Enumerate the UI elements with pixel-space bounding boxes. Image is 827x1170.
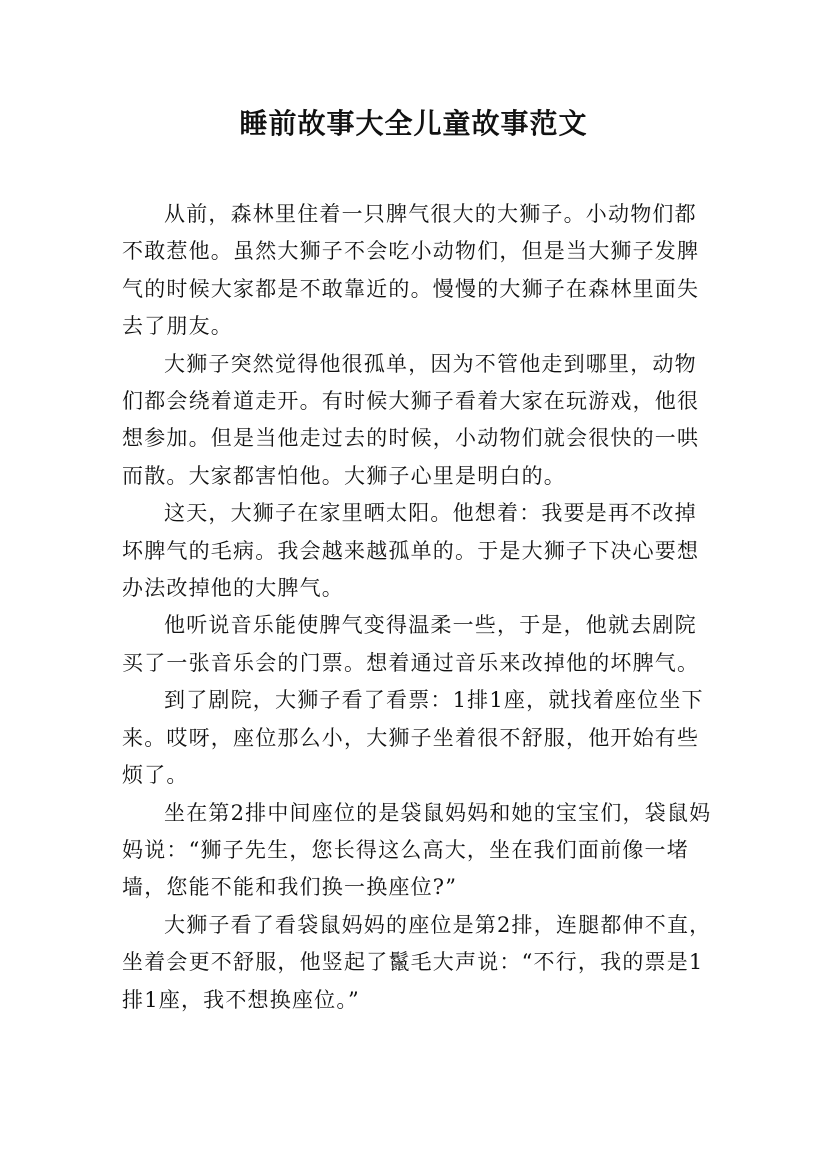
- document-title: 睡前故事大全儿童故事范文: [239, 107, 588, 140]
- paragraph: 他听说音乐能使脾气变得温柔一些，于是，他就去剧院买了一张音乐会的门票。想着通过音乐来改掉他的坏脾气。: [122, 613, 700, 675]
- paragraph: 这天，大狮子在家里晒太阳。他想着：我要是再不改掉坏脾气的毛病。我会越来越孤单的。于是大狮子下决心要想办法改掉他的大脾气。: [122, 501, 700, 601]
- paragraph: 大狮子看了看袋鼠妈妈的座位是第2排，连腿都伸不直，坐着会更不舒服，他竖起了鬣毛大声说：“不行，我的票是1排1座，我不想换座位。”: [122, 912, 712, 1012]
- paragraph: 从前，森林里住着一只脾气很大的大狮子。小动物们都不敢惹他。虽然大狮子不会吃小动物们，但是当大狮子发脾气的时候大家都是不敢靠近的。慢慢的大狮子在森林里面失去了朋友。: [122, 202, 700, 339]
- paragraph: 大狮子突然觉得他很孤单，因为不管他走到哪里，动物们都会绕着道走开。有时候大狮子看着大家在玩游戏，他很想参加。但是当他走过去的时候，小动物们就会很快的一哄而散。大家都害怕他。大狮子心里是明白的。: [122, 351, 700, 488]
- paragraph: 坐在第2排中间座位的是袋鼠妈妈和她的宝宝们，袋鼠妈妈说：“狮子先生，您长得这么高大，坐在我们面前像一堵墙，您能不能和我们换一换座位?”: [122, 800, 712, 900]
- document-body: [122, 196, 712, 1019]
- paragraph: 到了剧院，大狮子看了看票：1排1座，就找着座位坐下来。哎呀，座位那么小，大狮子坐着很不舒服，他开始有些烦了。: [122, 688, 704, 788]
